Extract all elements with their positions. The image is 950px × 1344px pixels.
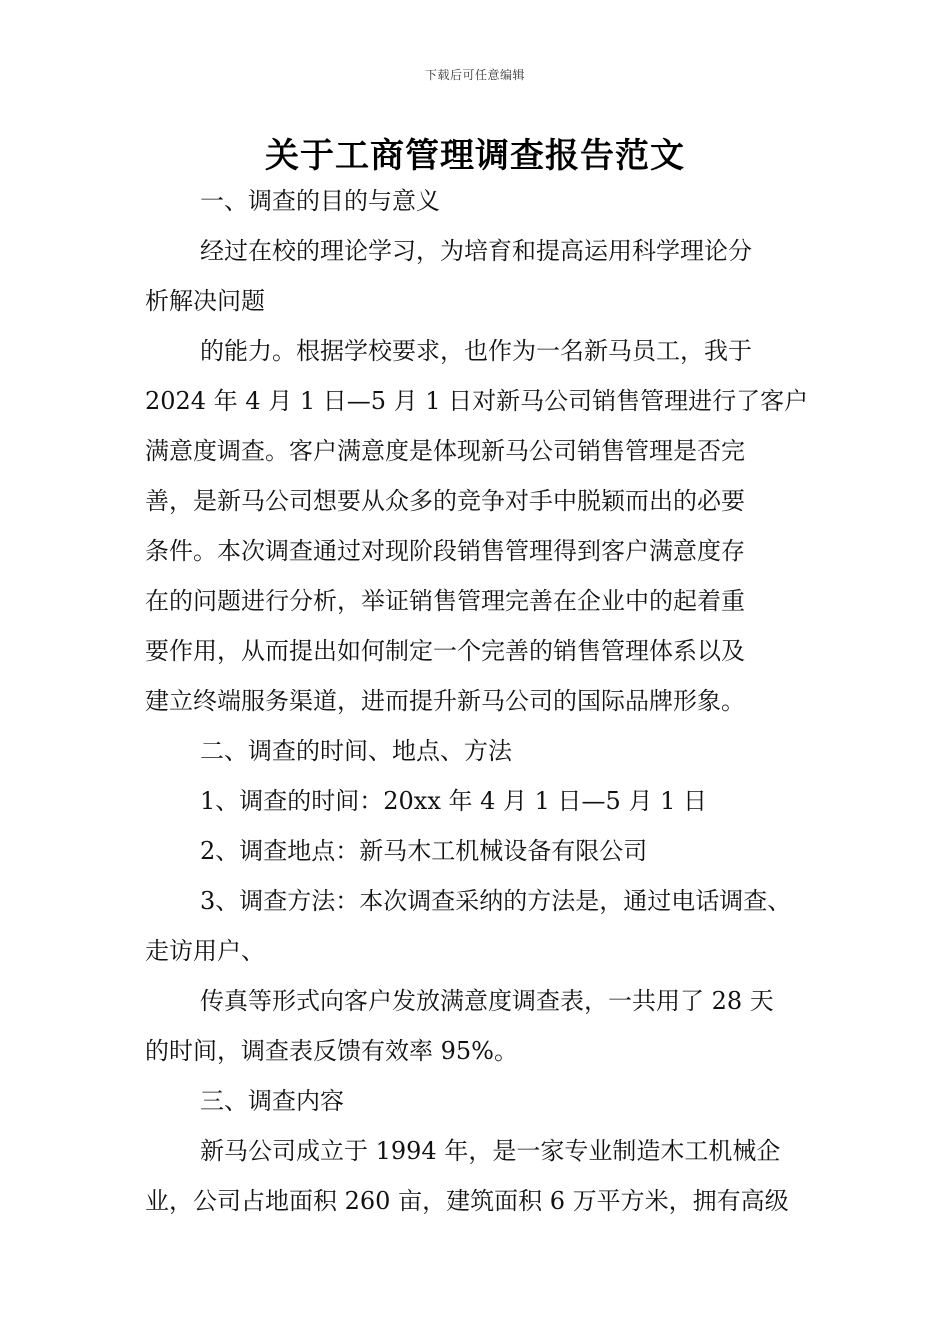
paragraph-line: 的能力。根据学校要求，也作为一名新马员工，我于 xyxy=(200,337,752,365)
paragraph-line: 的时间，调查表反馈有效率 95%。 xyxy=(145,1037,518,1065)
paragraph-line: 析解决问题 xyxy=(145,287,265,315)
list-item-place: 2、调查地点：新马木工机械设备有限公司 xyxy=(200,837,648,865)
list-item-method: 3、调查方法：本次调查采纳的方法是，通过电话调查、 xyxy=(200,887,792,915)
paragraph-line: 2024 年 4 月 1 日—5 月 1 日对新马公司销售管理进行了客户 xyxy=(145,387,809,415)
paragraph-line: 新马公司成立于 1994 年，是一家专业制造木工机械企 xyxy=(200,1137,781,1165)
paragraph-line: 经过在校的理论学习，为培育和提高运用科学理论分 xyxy=(200,237,752,265)
paragraph-line: 走访用户、 xyxy=(145,937,265,965)
document-title: 关于工商管理调查报告范文 xyxy=(265,136,685,176)
paragraph-line: 传真等形式向客户发放满意度调查表，一共用了 28 天 xyxy=(200,987,774,1015)
list-item-time: 1、调查的时间：20xx 年 4 月 1 日—5 月 1 日 xyxy=(200,787,707,815)
paragraph-line: 要作用，从而提出如何制定一个完善的销售管理体系以及 xyxy=(145,637,745,665)
header-note: 下载后可任意编辑 xyxy=(424,68,525,82)
paragraph-line: 条件。本次调查通过对现阶段销售管理得到客户满意度存 xyxy=(145,537,745,565)
paragraph-line: 业，公司占地面积 260 亩，建筑面积 6 万平方米，拥有高级 xyxy=(145,1187,789,1215)
paragraph-line: 善，是新马公司想要从众多的竞争对手中脱颖而出的必要 xyxy=(145,487,745,515)
paragraph-line: 满意度调查。客户满意度是体现新马公司销售管理是否完 xyxy=(145,437,745,465)
document-body xyxy=(145,176,825,1226)
section-heading-purpose: 一、调查的目的与意义 xyxy=(200,187,440,215)
section-heading-time-place-method: 二、调查的时间、地点、方法 xyxy=(200,737,512,765)
paragraph-line: 在的问题进行分析，举证销售管理完善在企业中的起着重 xyxy=(145,587,745,615)
section-heading-content: 三、调查内容 xyxy=(200,1087,344,1115)
paragraph-line: 建立终端服务渠道，进而提升新马公司的国际品牌形象。 xyxy=(145,687,745,715)
